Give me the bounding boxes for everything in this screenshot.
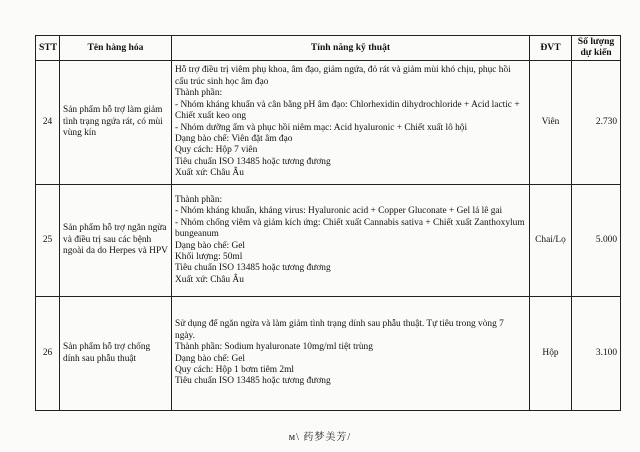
- spec-line: Thành phần:: [175, 194, 223, 205]
- row-product-name: Sản phẩm hỗ trợ chống dính sau phẫu thuật: [60, 297, 172, 411]
- table-header-row: [36, 36, 621, 61]
- header-qty: Số lượng dự kiến: [572, 36, 621, 61]
- header-spec: Tính năng kỹ thuật: [172, 36, 530, 61]
- header-unit: ĐVT: [530, 36, 572, 61]
- row-spec: [172, 185, 530, 297]
- spec-line: Tiêu chuẩn ISO 13485 hoặc tương đương: [175, 376, 331, 387]
- table-row: [36, 297, 621, 411]
- footer-signature-mark: ᴍ\ 药梦美芳/: [288, 432, 352, 443]
- spec-line: - Nhóm chống viêm và giảm kích ứng: Chiết xuất Cannabis sativa + Chiết xuất Zanthoxylum bungeanum: [175, 217, 525, 240]
- row-quantity: 5.000: [572, 185, 621, 297]
- row-unit: Viên: [530, 61, 572, 185]
- spec-line: Khối lượng: 50ml: [175, 251, 243, 262]
- goods-table: [35, 35, 621, 411]
- header-stt: STT: [36, 36, 60, 61]
- spec-line: Hỗ trợ điều trị viêm phụ khoa, âm đạo, giảm ngứa, đỏ rát và giảm mùi khó chịu, phục hồi cấu trúc sinh học âm đạo: [175, 65, 511, 87]
- row-stt: 24: [36, 61, 60, 185]
- spec-line: Tiêu chuẩn ISO 13485 hoặc tương đương: [175, 263, 331, 274]
- row-quantity: 2.730: [572, 61, 621, 185]
- spec-line: Xuất xứ: Châu Âu: [175, 168, 244, 179]
- spec-line: - Nhóm dưỡng ẩm và phục hồi niêm mạc: Acid hyaluronic + Chiết xuất lô hội: [175, 122, 468, 133]
- row-product-name: Sản phẩm hỗ trợ ngăn ngừa và điều trị sau các bệnh ngoài da do Herpes và HPV: [60, 185, 172, 297]
- spec-line: Dạng bào chế: Gel: [175, 353, 246, 364]
- spec-line: Quy cách: Hộp 7 viên: [175, 145, 258, 156]
- table-row: [36, 61, 621, 185]
- row-spec: [172, 297, 530, 411]
- header-name: Tên hàng hóa: [60, 36, 172, 61]
- row-stt: 25: [36, 185, 60, 297]
- row-spec: [172, 61, 530, 185]
- row-quantity: 3.100: [572, 297, 621, 411]
- spec-line: Dạng bào chế: Viên đặt âm đạo: [175, 133, 293, 144]
- spec-line: Thành phần:: [175, 88, 223, 99]
- spec-line: - Nhóm kháng khuẩn, kháng virus: Hyaluronic acid + Copper Gluconate + Gel lá lê gai: [175, 206, 503, 217]
- spec-line: Sử dụng để ngăn ngừa và làm giảm tình trạng dính sau phẫu thuật. Tự tiêu trong vòng 7 ngày.: [175, 319, 504, 341]
- spec-line: Tiêu chuẩn ISO 13485 hoặc tương đương: [175, 156, 331, 167]
- spec-line: Thành phần: Sodium hyaluronate 10mg/ml tiệt trùng: [175, 342, 373, 353]
- spec-line: - Nhóm kháng khuẩn và cân bằng pH âm đạo: Chlorhexidin dihydrochloride + Acid lactic + Chiết xuất keo ong: [175, 99, 520, 122]
- spec-line: Dạng bào chế: Gel: [175, 240, 246, 251]
- row-product-name: Sản phẩm hỗ trợ làm giảm tình trạng ngứa rát, có mùi vùng kín: [60, 61, 172, 185]
- spec-line: Xuất xứ: Châu Âu: [175, 274, 244, 285]
- row-stt: 26: [36, 297, 60, 411]
- row-unit: Chai/Lọ: [530, 185, 572, 297]
- spec-line: Quy cách: Hộp 1 bơm tiêm 2ml: [175, 364, 295, 375]
- table-row: [36, 185, 621, 297]
- row-unit: Hộp: [530, 297, 572, 411]
